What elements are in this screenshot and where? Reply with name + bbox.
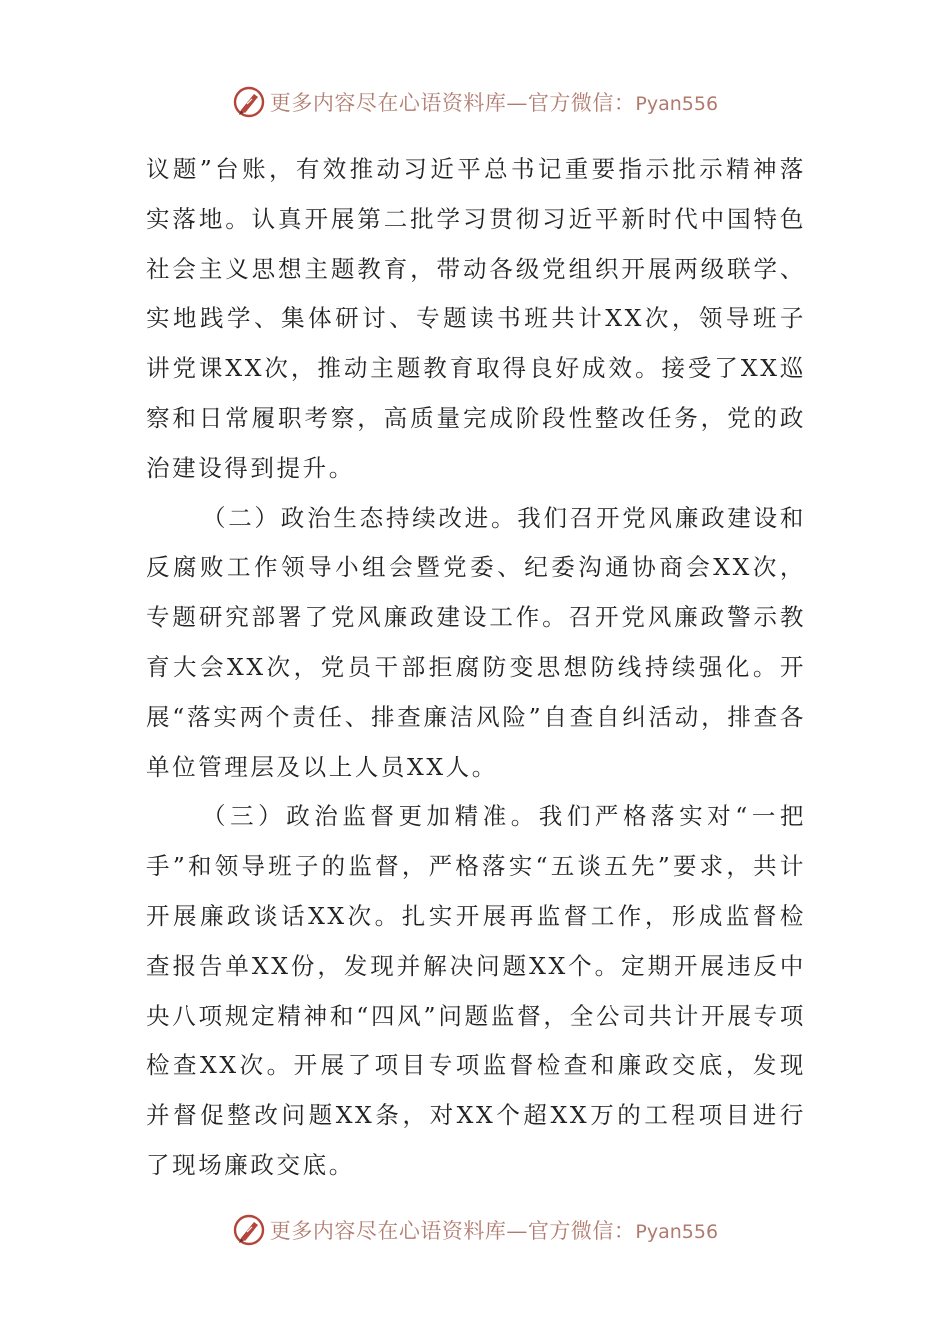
footer-watermark-banner bbox=[0, 1210, 950, 1250]
footer-banner-text: 更多内容尽在心语资料库—官方微信：Pyan556 bbox=[269, 1219, 719, 1243]
pen-nib-circle-icon bbox=[232, 85, 266, 119]
header-watermark-banner bbox=[0, 82, 950, 122]
paragraph-1: 议题”台账，有效推动习近平总书记重要指示批示精神落实落地。认真开展第二批学习贯彻习近平新时代中国特色社会主义思想主题教育，带动各级党组织开展两级联学、实地践学、集体研讨、专题读书班共计XX次，领导班子讲党课XX次，推动主题教育取得良好成效。接受了XX巡察和日常履职考察，高质量完成阶段性整改任务，党的政治建设得到提升。 bbox=[146, 155, 806, 482]
document-body bbox=[146, 145, 806, 1191]
header-banner-text: 更多内容尽在心语资料库—官方微信：Pyan556 bbox=[269, 91, 719, 115]
paragraph-2: （二）政治生态持续改进。我们召开党风廉政建设和反腐败工作领导小组会暨党委、纪委沟通协商会XX次，专题研究部署了党风廉政建设工作。召开党风廉政警示教育大会XX次，党员干部拒腐防变思想防线持续强化。开展“落实两个责任、排查廉洁风险”自查自纠活动，排查各单位管理层及以上人员XX人。 bbox=[146, 503, 806, 781]
pen-nib-circle-icon bbox=[232, 1213, 266, 1247]
paragraph-3: （三）政治监督更加精准。我们严格落实对“一把手”和领导班子的监督，严格落实“五谈五先”要求，共计开展廉政谈话XX次。扎实开展再监督工作，形成监督检查报告单XX份，发现并解决问题XX个。定期开展违反中央八项规定精神和“四风”问题监督，全公司共计开展专项检查XX次。开展了项目专项监督检查和廉政交底，发现并督促整改问题XX条，对XX个超XX万的工程项目进行了现场廉政交底。 bbox=[146, 802, 806, 1179]
